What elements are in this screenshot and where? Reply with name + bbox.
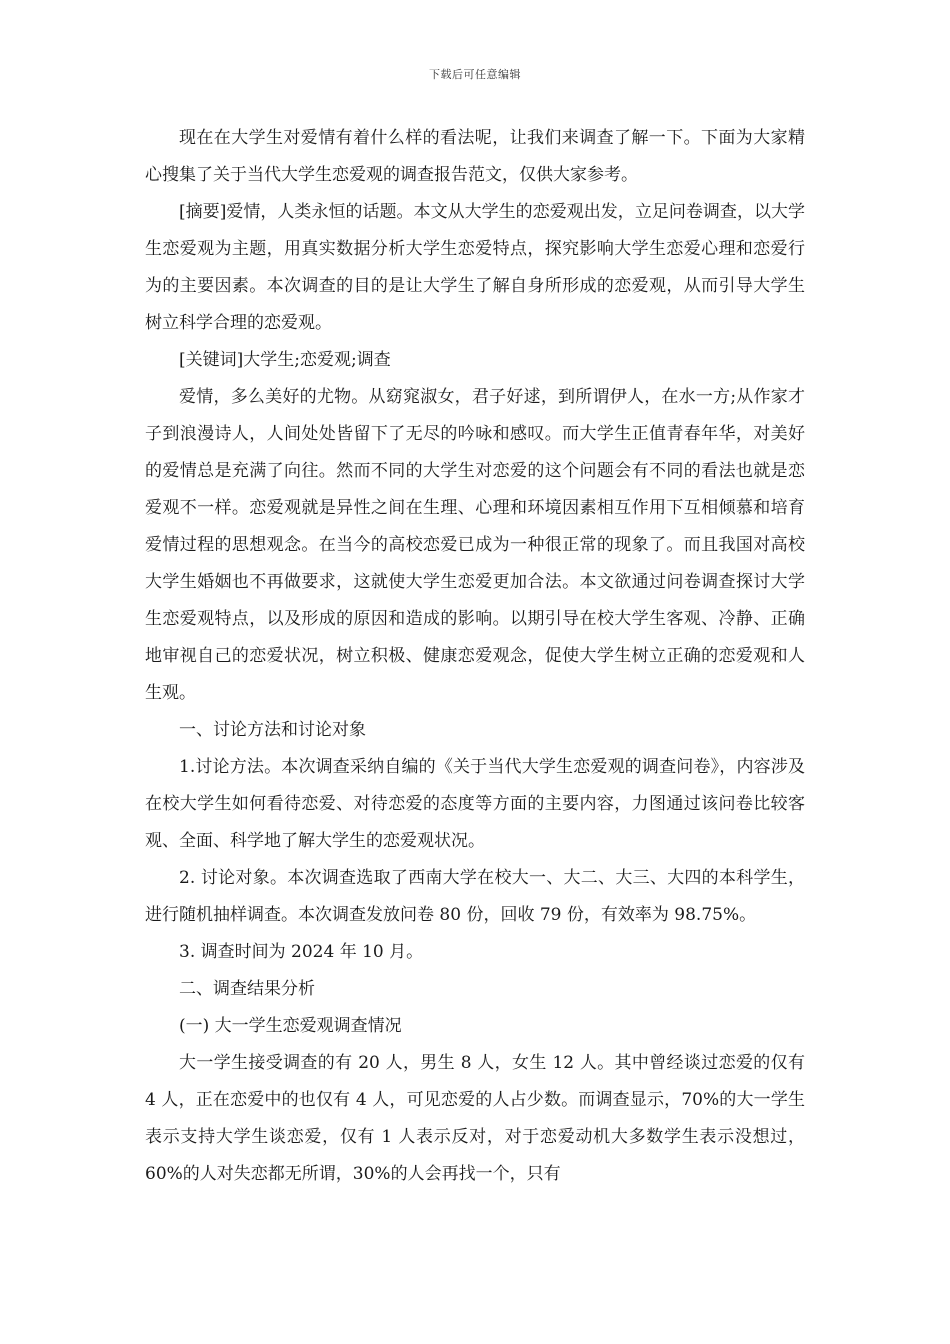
time-paragraph: 3. 调查时间为 2024 年 10 月。 (179, 942, 424, 962)
results-paragraph: 大一学生接受调查的有 20 人，男生 8 人，女生 12 人。其中曾经谈过恋爱的仅有 4 人，正在恋爱中的也仅有 4 人，可见恋爱的人占少数。而调查显示，70%的大一学生表示支持大学生谈恋爱，仅有 1 人表示反对，对于恋爱动机大多数学生表示没想过，60%的人对失恋都无所谓，30%的人会再找一个，只有 (145, 1053, 805, 1184)
keywords-paragraph: [关键词]大学生;恋爱观;调查 (179, 350, 391, 370)
header-note: 下载后可任意编辑 (429, 68, 521, 81)
document-body (145, 120, 805, 1193)
method-paragraph: 1.讨论方法。本次调查采纳自编的《关于当代大学生恋爱观的调查问卷》，内容涉及在校大学生如何看待恋爱、对待恋爱的态度等方面的主要内容，力图通过该问卷比较客观、全面、科学地了解大学生的恋爱观状况。 (145, 757, 805, 851)
abstract-paragraph: [摘要]爱情，人类永恒的话题。本文从大学生的恋爱观出发，立足问卷调查，以大学生恋爱观为主题，用真实数据分析大学生恋爱特点，探究影响大学生恋爱心理和恋爱行为的主要因素。本次调查的目的是让大学生了解自身所形成的恋爱观，从而引导大学生树立科学合理的恋爱观。 (145, 202, 805, 333)
subjects-paragraph: 2. 讨论对象。本次调查选取了西南大学在校大一、大二、大三、大四的本科学生，进行随机抽样调查。本次调查发放问卷 80 份，回收 79 份，有效率为 98.75%。 (145, 868, 805, 925)
section-heading: 一、讨论方法和讨论对象 (179, 720, 366, 740)
intro-paragraph: 现在在大学生对爱情有着什么样的看法呢，让我们来调查了解一下。下面为大家精心搜集了关于当代大学生恋爱观的调查报告范文，仅供大家参考。 (145, 128, 805, 185)
subsection-heading: (一) 大一学生恋爱观调查情况 (179, 1016, 402, 1036)
body-paragraph: 爱情，多么美好的尤物。从窈窕淑女，君子好逑，到所谓伊人，在水一方;从作家才子到浪漫诗人，人间处处皆留下了无尽的吟咏和感叹。而大学生正值青春年华，对美好的爱情总是充满了向往。然而不同的大学生对恋爱的这个问题会有不同的看法也就是恋爱观不一样。恋爱观就是异性之间在生理、心理和环境因素相互作用下互相倾慕和培育爱情过程的思想观念。在当今的高校恋爱已成为一种很正常的现象了。而且我国对高校大学生婚姻也不再做要求，这就使大学生恋爱更加合法。本文欲通过问卷调查探讨大学生恋爱观特点，以及形成的原因和造成的影响。以期引导在校大学生客观、冷静、正确地审视自己的恋爱状况，树立积极、健康恋爱观念，促使大学生树立正确的恋爱观和人生观。 (145, 387, 805, 703)
section-heading: 二、调查结果分析 (179, 979, 315, 999)
